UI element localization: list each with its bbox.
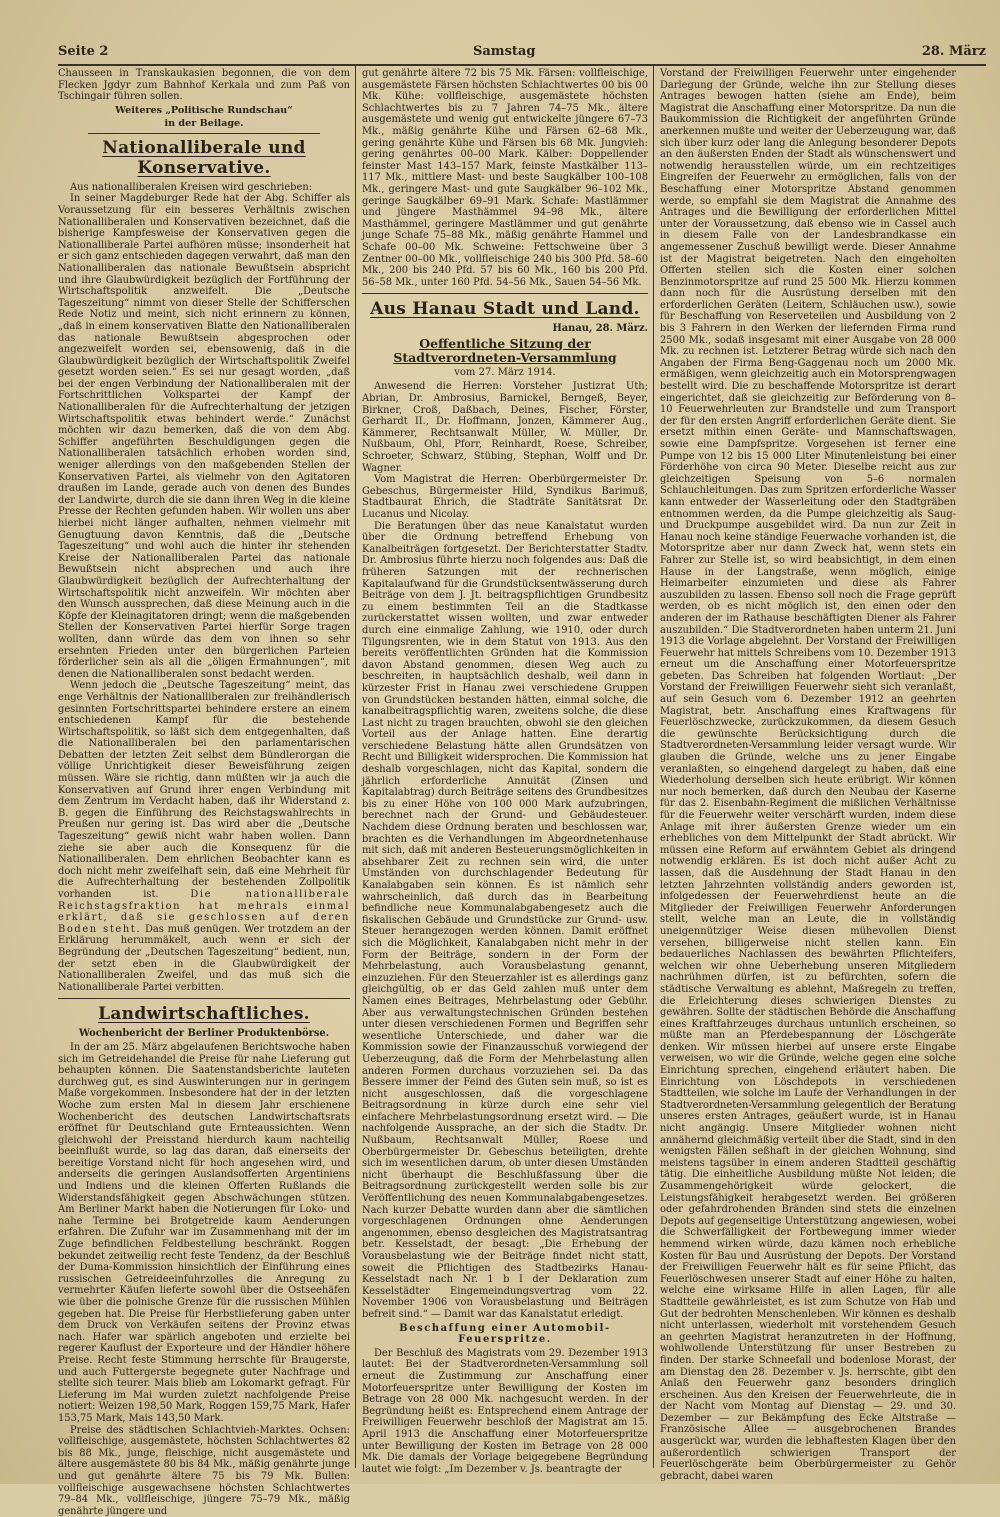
article-paragraph: [58, 680, 350, 993]
attendance-list: Anwesend die Herren: Vorsteher Justizrat Uth; Abrian, Dr. Ambrosius, Barnickel, Berngeß, Beyer, Birkner, Croß, Daßbach, Deines, Fischer, Förster, Gerhardt II., Dr. Hoffmann, Jonzen, Kämmerer Aug., Kämmerer, Rechtsanwalt Müller, W. Müller, Dr. Nußbaum, Ohl, Pforr, Reinhardt, Roese, Schreiber, Schroeter, Schwarz, Stübing, Stephan, Wolff und Dr. Wagner.: [362, 381, 648, 474]
magistrate-list: Vom Magistrat die Herren: Oberbürgermeister Dr. Gebeschus, Bürgermeister Hild, Syndikus Barimuß, Stadtbaurat Ehrich, die Stadträte Sanitätsrat Dr. Lucanus und Nicolay.: [362, 474, 648, 520]
article-continued: Vorstand der Freiwilligen Feuerwehr unter eingehender Darlegung der Gründe, welche ihn zur Stellung dieses Antrages bewogen hatten (siehe am Ende), beim Magistrat die Anschaffung einer Motorspritze. Da nun die Baukommission die Richtigkeit der angeführten Gründe anerkennen mußte und weiter der Ueberzeugung war, daß sich über kurz oder lang die Anlegung besonderer Depots an den äußersten Enden der Stadt als wünschenswert und notwendig herausstellen würde, um ein rechtzeitiges Eingreifen der Feuerwehr zu ermöglichen, falls von der Beschaffung einer Motorspritze Abstand genommen werde, so empfahl sie dem Magistrat die Annahme des Antrages und die Bewilligung der erforderlichen Mittel unter der Voraussetzung, daß ebenso wie in Cassel auch in diesem Falle von der Landesbrandkasse ein angemessener Zuschuß bewilligt werde. Dieser Annahme ist der Magistrat beigetreten. Nach den eingeholten Offerten stellen sich die Kosten einer solchen Benzinmotorspritze auf rund 25 500 Mk. Hierzu kommen dann noch für die Ausrüstung derselben mit den erforderlichen Geräten (Leitern, Schläuchen usw.), sowie für Beschaffung von Reserveteilen und Ausbildung von 2 bis 3 Fahrern in den Werken der liefernden Firma rund 2500 Mk., sodaß insgesamt mit einer Ausgabe von 28 000 Mk. zu rechnen ist. Letzterer Betrag würde sich nach den Angaben der Firma Beng-Gaggenau noch um 2000 Mk. ermäßigen, wenn gleichzeitig auch ein Motorsprengwagen bestellt wird. Die zu beschaffende Motorspritze ist derart eingerichtet, daß sie gleichzeitig zur Beförderung von 8–10 Feuerwehrleuten zur Brandstelle und zum Transport der für den ersten Angriff erforderlichen Geräte dient. Sie ersetzt mithin einen Geräte- und Mannschaftswagen, sowie eine Dampfspritze. Vorgesehen ist ferner eine Pumpe von 12 bis 15 000 Liter Minutenleistung bei einer Förderhöhe von circa 90 Meter. Dieselbe reicht aus zur gleichzeitigen Speisung von 5–6 normalen Schlauchleitungen. Das zum Spritzen erforderliche Wasser kann entweder der Wasserleitung oder den Stadtgräben entnommen werden, da die Pumpe gleichzeitig als Saug- und Druckpumpe ausgebildet wird. Da nun zur Zeit in Hanau noch keine ständige Feuerwache vorhanden ist, die Motorspritze aber nur dann Zweck hat, wenn stets ein Fahrer zur Stelle ist, so wird beabsichtigt, in dem einen Hause in der Langstraße, wenn möglich, einige Heimarbeiter einzumieten und diese als Fahrer auszubilden zu lassen. Ebenso soll noch die Frage geprüft werden, ob es nicht möglich ist, den einen oder den anderen der im Rathause beschäftigten Diener als Fahrer auszubilden.“ Die Stadtverordneten haben unterm 21. Juni 1913 die Vorlage abgelehnt. Der Vorstand der Freiwilligen Feuerwehr hat mittels Schreibens vom 10. Dezember 1913 erneut um die Anschaffung einer Motorfeuerspritze gebeten. Das Schreiben hat folgenden Wortlaut: „Der Vorstand der Freiwilligen Feuerwehr sieht sich veranlaßt, auf sein Gesuch vom 6. Dezember 1912 an geehrten Magistrat, betr. Anschaffung eines Kraftwagens für Feuerlöschzwecke, zurückzukommen, da diesem Gesuch die gewünschte Berücksichtigung durch die Stadtverordneten-Versammlung leider versagt wurde. Wir glauben die Gründe, welche uns zu jener Eingabe veranlaßten, so eingehend dargelegt zu haben, daß eine Wiederholung derselben sich heute erübrigt. Wir können nur noch bemerken, daß durch den Neubau der Kaserne für das 2. Eisenbahn-Regiment die mißlichen Verhältnisse für die Feuerwehr weiter verschärft wurden, indem diese Anlage mit ihrer äußersten Grenze wieder um ein erhebliches von dem Mittelpunkt der Stadt abrückt. Wir müssen eine Reform auf erwähntem Gebiet als dringend notwendig erklären. Es ist doch nicht außer Acht zu lassen, daß die Ausdehnung der Stadt Hanau in den letzten Jahrzehnten vollständig anders geworden ist, infolgedessen der Feuerwehrdienst heute an die Mitglieder der Freiwilligen Feuerwehr Anforderungen stellt, welche man an Leute, die in vollständig uneigennütziger Weise diesen mühevollen Dienst versehen, billigerweise nicht stellen kann. Ein bedauerliches Nachlassen des bewährten Pflichteifers, welchen wir ohne Ueberhebung unseren Mitgliedern nachrühmen dürfen, ist zu befürchten, sofern die städtische Verwaltung es ablehnt, Maßregeln zu treffen, die Erleichterung dieses schwierigen Dienstes zu gewähren. Sollte der städtischen Behörde die Anschaffung eines Kraftfahrzeuges durchaus untunlich erscheinen, so müßte man an Pferdebespannung der Löschgeräte denken. Wir müssen hierbei auf unsere erste Eingabe verweisen, wo wir die Gründe, welche gegen eine solche Einrichtung sprechen, eingehend erläutert haben. Die Einrichtung von Löschdepots in verschiedenen Stadtteilen, wie solche im Laufe der Verhandlungen in der Stadtverordneten-Versammlung gelegentlich der Beratung unseres ersten Antrages, geäußert wurde, ist in Hanau nicht angängig. Unsere Mitglieder wohnen nicht annähernd gleichmäßig verteilt über die Stadt, sind in den wenigsten Fällen seßhaft in der gleichen Wohnung, sind meistens tagsüber in einem anderen Stadtteil geschäftig tätig. Die einheitliche Ausbildung müßte Not leiden; die Zusammengehörigkeit würde gelockert, die Leistungsfähigkeit herabgesetzt werden. Bei größeren oder gefahrdrohenden Bränden sind stets die einzelnen Depots auf gegenseitige Unterstützung angewiesen, wobei die Schwerfälligkeit der Fortbewegung immer wieder hemmend wirken würde, dazu kämen noch erhebliche Kosten für Bau und Ausrüstung der Depots. Der Vorstand der Freiwilligen Feuerwehr hält es für seine Pflicht, das Feuerlöschwesen unserer Stadt auf einer Höhe zu halten, welche eine wirksame Hilfe in allen Lagen, für alle Stadtteile gewährleistet, es ist zum Schutze von Hab und Gut der bedrohten Menschenleben. Wir können es deshalb nicht unterlassen, wiederholt mit vorstehendem Gesuch an geehrten Magistrat heranzutreten in der Hoffnung, wohlwollende Unterstützung für unser Bestreben zu finden. Der starke Schneefall und bodenlose Morast, der am Dienstag den 28. Dezember v. Js. herrschte, gibt den Anlaß den Feuerwehr ganz besonders dringlich erscheinen. Aus den Kreisen der Feuerwehrleute, die in der Nacht vom Montag auf Dienstag — 29. und 30. Dezember — zur Bekämpfung des Ecke Altstraße — Französische Allee — ausgebrochenen Brandes ausgerückt war, wurden die lebhaftesten Klagen über den außerordentlich schwierigen Transport der Feuerlöschgeräte beim Oberbürgermeister zu Gehör gebracht, dabei waren: [660, 68, 956, 1482]
spaced-emphasis: Die nationalliberale Reichstagsfraktion hat mehrals einmal erklärt, daß sie geschlossen auf deren Boden steht.: [58, 889, 350, 935]
session-date: vom 27. März 1914.: [454, 366, 556, 378]
issue-date: 28. März: [921, 44, 986, 59]
divider: [58, 998, 350, 999]
article-text: Das muß genügen. Wer trotzdem an der Erklärung herummäkelt, auch wenn er sich der Begründung der „Deutschen Tageszeitung“ bedient, nun, der setzt eben in die Glaubwürdigkeit der Nationalliberalen Zweifel, und das muß sich die Nationalliberale Partei verbitten.: [58, 923, 351, 993]
article-text: Wenn jedoch die „Deutsche Tageszeitung“ meint, das enge Verhältnis der Nationalliberalen zur freihändlerisch gesinnten Fortschrittspartei behindere erstere an einem entschiedenen Kampf für die bestehende Wirtschaftspolitik, so läßt sich dem entgegenhalten, daß die Nationalliberalen bei den parlamentarischen Debatten der letzten Zeit selbst dem Bündlerorgan die völlige Unrichtigkeit dieser Beweisführung zeigen müssen. Wäre sie richtig, dann müßten wir ja auch die Konservativen auf Grund ihrer engen Verbindung mit dem Zentrum im Verdacht haben, daß ihr Widerstand z. B. gegen die Einführung des Reichstagswahlrechts in Preußen nur gering ist. Das wird aber die „Deutsche Tageszeitung“ gewiß nicht wahr haben wollen. Dann ziehe sie aber auch die Konsequenz für die Nationalliberalen. Dem ehrlichen Beobachter kann es doch nicht mehr zweifelhaft sein, daß eine Mehrheit für die Aufrechterhaltung der bestehenden Zollpolitik vorhanden ist.: [58, 680, 350, 900]
market-prices-continued: gut genährte ältere 72 bis 75 Mk. Färsen: vollfleischige, ausgemästete Färsen höchsten Schlachtwertes 00 bis 00 Mk. Kühe: vollfleischige, ausgemästete höchsten Schlachtwertes bis zu 7 Jahren 74–75 Mk., ältere ausgemästete und wenig gut entwickelte jüngere 67–73 Mk., mäßig genährte Kühe und Färsen 62–68 Mk., gering genährte Kühe und Färsen bis 68 Mk. Jungvieh: gering genährtes 00–00 Mark. Kälber: Doppellender feinster Mast 143–157 Mark, feinste Mastkälber 113–117 Mk., mittlere Mast- und beste Saugkälber 100–108 Mk., geringere Mast- und gute Saugkälber 96–102 Mk., geringe Saugkälber 69–91 Mark. Schafe: Mastlämmer und jüngere Masthämmel 94–98 Mk., ältere Masthämmel, geringere Mastlämmer und gut genährte junge Schafe 75–88 Mk., mäßig genährte Hammel und Schafe 00–00 Mk. Schweine: Fettschweine über 3 Zentner 00–00 Mk., vollfleischige 240 bis 300 Pfd. 58–60 Mk., 200 bis 240 Pfd. 57 bis 60 Mk., 160 bis 200 Pfd. 56–58 Mk., unter 160 Pfd. 54–56 Mk., Sauen 54–56 Mk.: [362, 68, 648, 288]
subheadline-produktenboerse: Wochenbericht der Berliner Produktenbörse.: [78, 1028, 330, 1040]
see-supplement-note-1: Weiteres „Politische Rundschau“: [115, 104, 293, 116]
headline-hanau: Aus Hanau Stadt und Land.: [370, 299, 640, 320]
article-paragraph: Aus nationalliberalen Kreisen wird geschrieben:: [70, 181, 313, 193]
article-paragraph: In der am 25. März abgelaufenen Berichtswoche haben sich im Getreidehandel die Preise für nahe Lieferung gut behaupten können. Die Saatenstandsberichte lauteten durchweg gut, es sind Auswinterungen nur in geringem Maße vorgekommen. Insbesondere hat der in der letzten Woche zum ersten Mal in diesem Jahr erschienene Wochenbericht des deutschen Landwirtschaftsrats eröffnet für Deutschland gute Ernteaussichten. Wenn gleichwohl der Preisstand hierdurch kaum nachteilig beeinflußt wurde, so lag das daran, daß einerseits der bereitige Vorstand nicht für hoch angesehen wird, und anderseits die geringen Auslandsofferten Argentiniens und Indiens und die kleinen Offerten Rußlands die Widerstandsfähigkeit gegen Abschwächungen stützen. Am Berliner Markt haben die Notierungen für Loko- und nahe Termine bei Brotgetreide kaum Aenderungen erfahren. Die Zufuhr war im Zusammenhang mit der im Zuge befindlichen Feldbestellung beschränkt. Roggen bekundet zeitweilig recht feste Tendenz, da der Beschluß der Duma-Kommission hinsichtlich der Einführung eines russischen Getreideeinfuhrzolles die Anregung zu vermehrter Käufen lieferte sowohl über die Ostseehäfen wie über die polnische Grenze für die russischen Mühlen gegeben hat. Die Preise für Herbstlieferung gaben unter dem Druck von Verkäufen seitens der Provinz etwas nach. Hafer war spärlich angeboten und erzielte bei regerer Kauflust der Exporteure und der Händler höhere Preise. Recht feste Stimmung herrschte für Braugerste, und auch Futtergerste begegnete guter Nachfrage und stellte sich teurer. Mais blieb am Lokomarkt gefragt. Für Lieferung im Mai wurden zuletzt nachfolgende Preise notiert: Weizen 198,50 Mark, Roggen 159,75 Mark, Hafer 153,75 Mark, Mais 143,50 Mark.: [58, 1041, 350, 1424]
article-paragraph: In seiner Magdeburger Rede hat der Abg. Schiffer als Voraussetzung für ein besseres Verhältnis zwischen Nationalliberalen und Konservativen bezeichnet, daß die bisherige Kampfesweise der Konservativen gegen die Nationalliberale Partei aufhören müsse; insonderheit hat er sich ganz entschieden dagegen verwahrt, daß man den Nationalliberalen das nationale Bewußtsein abspricht und ihre Glaubwürdigkeit bezüglich der Fortführung der Wirtschaftspolitik anzweifelt. Die „Deutsche Tageszeitung“ nimmt von dieser Stelle der Schifferschen Rede Notiz und meint, sich nicht erinnern zu können, „daß in einem konservativen Blatte den Nationalliberalen das nationale Bewußtsein abgesprochen oder angezweifelt worden sei, ebensowenig, daß in die Glaubwürdigkeit bezüglich der Wirtschaftspolitik Zweifel gesetzt worden seien.“ Es sei nur gesagt worden, „daß bei der engen Verbindung der Nationalliberalen mit der Fortschrittlichen Volkspartei der Kampf der Nationalliberalen für die Aufrechterhaltung der jetzigen Wirtschaftspolitik etwas behindert werde.“ Zunächst möchten wir dazu bemerken, daß die von dem Abg. Schiffer angeführten Beschuldigungen gegen die Nationalliberalen tatsächlich erhoben worden sind, weniger allerdings von den maßgebenden Stellen der Konservativen Partei, als vielmehr von den Agitatoren draußen im Lande, gerade auch von denen des Bundes der Landwirte, durch die sie dann ihren Weg in die kleine Presse der Rechten gefunden haben. Wir wollen uns aber hierbei nicht länger aufhalten, nehmen vielmehr mit Genugtuung davon Kenntnis, daß die „Deutsche Tageszeitung“ und wohl auch die hinter ihr stehenden Kreise der Nationalliberalen Partei das nationale Bewußtsein nicht absprechen und auch ihre Glaubwürdigkeit bezüglich der Aufrechterhaltung der Wirtschaftspolitik nicht anzweifeln. Wir möchten aber den Wunsch aussprechen, daß diese Meinung auch in die Köpfe der Kleinagitatoren dringt; wenn die maßgebenden Stellen der Konservativen Partei hierfür Sorge tragen wollten, dann würde das dem von ihnen so sehr ersehnten Frieden unter den bürgerlichen Parteien förderlicher sein als all die „öligen Ermahnungen“, mit denen die Nationalliberalen sonst bedacht werden.: [58, 193, 350, 680]
article-paragraph: Der Beschluß des Magistrats vom 29. Dezember 1913 lautet: Bei der Stadtverordneten-Versammlung soll erneut die Zustimmung zur Anschaffung einer Motorfeuerspritze unter Bewilligung der Kosten im Betrage von 28 000 Mk. nachgesucht werden. In der Begründung heißt es: Entsprechend einem Antrage der Freiwilligen Feuerwehr beschloß der Magistrat am 15. April 1913 die Anschaffung einer Motorfeuerspritze unter Bewilligung der Kosten im Betrage von 28 000 Mk. Die damals der Vorlage beigegebene Begründung lautet wie folgt: „Im Dezember v. Js. beantragte der: [362, 1347, 648, 1475]
headline-nationalliberale: Nationalliberale und Konservative.: [102, 137, 306, 178]
page-header: [58, 42, 986, 66]
column-rule-1: [355, 66, 356, 1468]
column-3: [660, 68, 956, 1482]
weekday: Samstag: [473, 44, 536, 59]
headline-sitzung: Oeffentliche Sitzung der Stadtverordneten-Versammlung: [393, 335, 617, 365]
dateline: Hanau, 28. März.: [552, 323, 648, 335]
divider: [88, 133, 320, 134]
see-supplement-note-2: in der Beilage.: [164, 117, 244, 129]
column-2: [362, 68, 648, 1475]
divider: [362, 293, 648, 294]
page-number: Seite 2: [58, 44, 109, 59]
headline-landwirtschaft: Landwirtschaftliches.: [98, 1004, 310, 1025]
intro-paragraph: Chausseen in Transkaukasien begonnen, die von dem Flecken Jgdyr zum Bahnhof Kerkala und zum Paß von Tschingair führen sollen.: [58, 68, 350, 103]
article-paragraph: Die Beratungen über das neue Kanalstatut wurden über die Ordnung betreffend Erhebung von Kanalbeiträgen fortgesetzt. Der Berichterstatter Stadtv. Dr. Ambrosius führte hierzu noch folgendes aus: Daß die früheren Satzungen mit der rechnerischen Kapitalaufwand für die Grundstücksentwässerung durch Beiträge von dem J. Jt. beitragspflichtigen Grundbesitz zu einem bestimmten Teil an die Stadtkasse zurückerstattet wissen wollten, und zwar entweder durch eine einmalige Zahlung, wie 1910, oder durch Tilgungsrenten, wie in dem Statut von 1913. Aus den bereits veröffentlichten Gründen hat die Kommission davon Abstand genommen, diesen Weg auch zu beschreiten, in hauptsächlich deshalb, weil dann in kürzester Frist in Hanau zwei verschiedene Gruppen von Grundstücken bestanden hätten, einmal solche, die kanalbeitragspflichtig waren, zweitens solche, die diese Last nicht zu tragen brauchten, obwohl sie den gleichen Vorteil aus der Anlage hatten. Eine derartig verschiedene Belastung hätte allen Grundsätzen von Recht und Billigkeit widersprochen. Die Kommission hat deshalb vorgeschlagen, nicht das Kapital, sondern die jährlich erforderliche Annuität (Zinsen und Kapitalabtrag) durch Beiträge seitens des Grundbesitzes bis zu einer Höhe von 100 000 Mark aufzubringen, berechnet nach der Grund- und Gebäudesteuer. Nachdem diese Ordnung beraten und beschlossen war, brachten es die Verhandlungen im Abgeordnetenhause mit sich, daß mit anderen Besteuerungsmöglichkeiten in absehbarer Zeit zu rechnen sein wird, die unter Umständen von durchschlagender Bedeutung für Kanalabgaben sein können. Es ist nämlich sehr wahrscheinlich, daß durch das in Bearbeitung befindliche neue Kommunalabgabengesetz auch die fiskalischen Gebäude und Grundstücke zur Grund- usw. Steuer herangezogen werden können. Damit eröffnet sich die Möglichkeit, Kanalabgaben nicht mehr in der Form der Beiträge, sondern in der Form der Mehrbelastung, auch Vorausbelastung genannt, einzuziehen. Für den Steuerzahler ist es allerdings ganz gleichgültig, ob er das Geld zahlen muß unter dem Namen eines Beitrages, Mehrbelastung oder Gebühr. Aber aus verwaltungstechnischen Gründen bestehen unter diesen verschiedenen Formen und Begriffen sehr wesentliche Unterschiede, und daher war die Kommission sowie der Finanzausschuß vorwiegend der Ueberzeugung, daß die Form der Mehrbelastung allen anderen Formen durchaus vorzuziehen sei. Da das Bessere immer der Feind des Guten sein muß, so ist es nicht ausgeschlossen, daß die vorgeschlagene Beitragsordnung in kürze durch eine sehr viel einfachere Mehrbelastungsordnung ersetzt wird. — Die nachfolgende Aussprache, an der sich die Stadtv. Dr. Nußbaum, Rechtsanwalt Müller, Roese und Oberbürgermeister Dr. Gebeschus beteiligten, drehte sich im wesentlichen darum, ob unter diesen Umständen nicht überhaupt die Beschlußfassung über die Beitragsordnung zurückgestellt werden solle bis zur Veröffentlichung des neuen Kommunalabgabengesetzes. Nach kurzer Debatte wurden dann aber die sämtlichen vorgeschlagenen Ordnungen ohne Aenderungen angenommen, ebenso desgleichen des Magistratsantrag betr. Kesselstadt, der besagt: „Die Erhebung der Vorausbelastung wie der Beiträge findet nicht statt, soweit die Pflichtigen des Stadtbezirks Hanau-Kesselstadt nach Nr. 1 b I der Deklaration zum Kesselstädter Eingemeindungsvertrag vom 22. November 1906 von Vorausbelastung und Beiträgen befreit sind.“ — Damit war das Kanalstatut erledigt.: [362, 520, 648, 1320]
article-paragraph: Preise des städtischen Schlachtvieh-Marktes. Ochsen: vollfleischige, ausgemästete, höchsten Schlachtwertes 82 bis 88 Mk., junge, fleischige, nicht ausgemästete und ältere ausgemästete 80 bis 84 Mk., mäßig genährte junge und gut genährte ältere 75 bis 79 Mk. Bullen: vollfleischige ausgewachsene höchsten Schlachtwertes 79–84 Mk., vollfleischige, jüngere 75–79 Mk., mäßig genährte jüngere und: [58, 1424, 350, 1517]
column-1: [58, 68, 351, 1517]
subheadline-feuerspritze: Beschaffung einer Automobil-Feuerspritze.: [399, 1322, 611, 1346]
column-rule-2: [653, 66, 654, 1468]
